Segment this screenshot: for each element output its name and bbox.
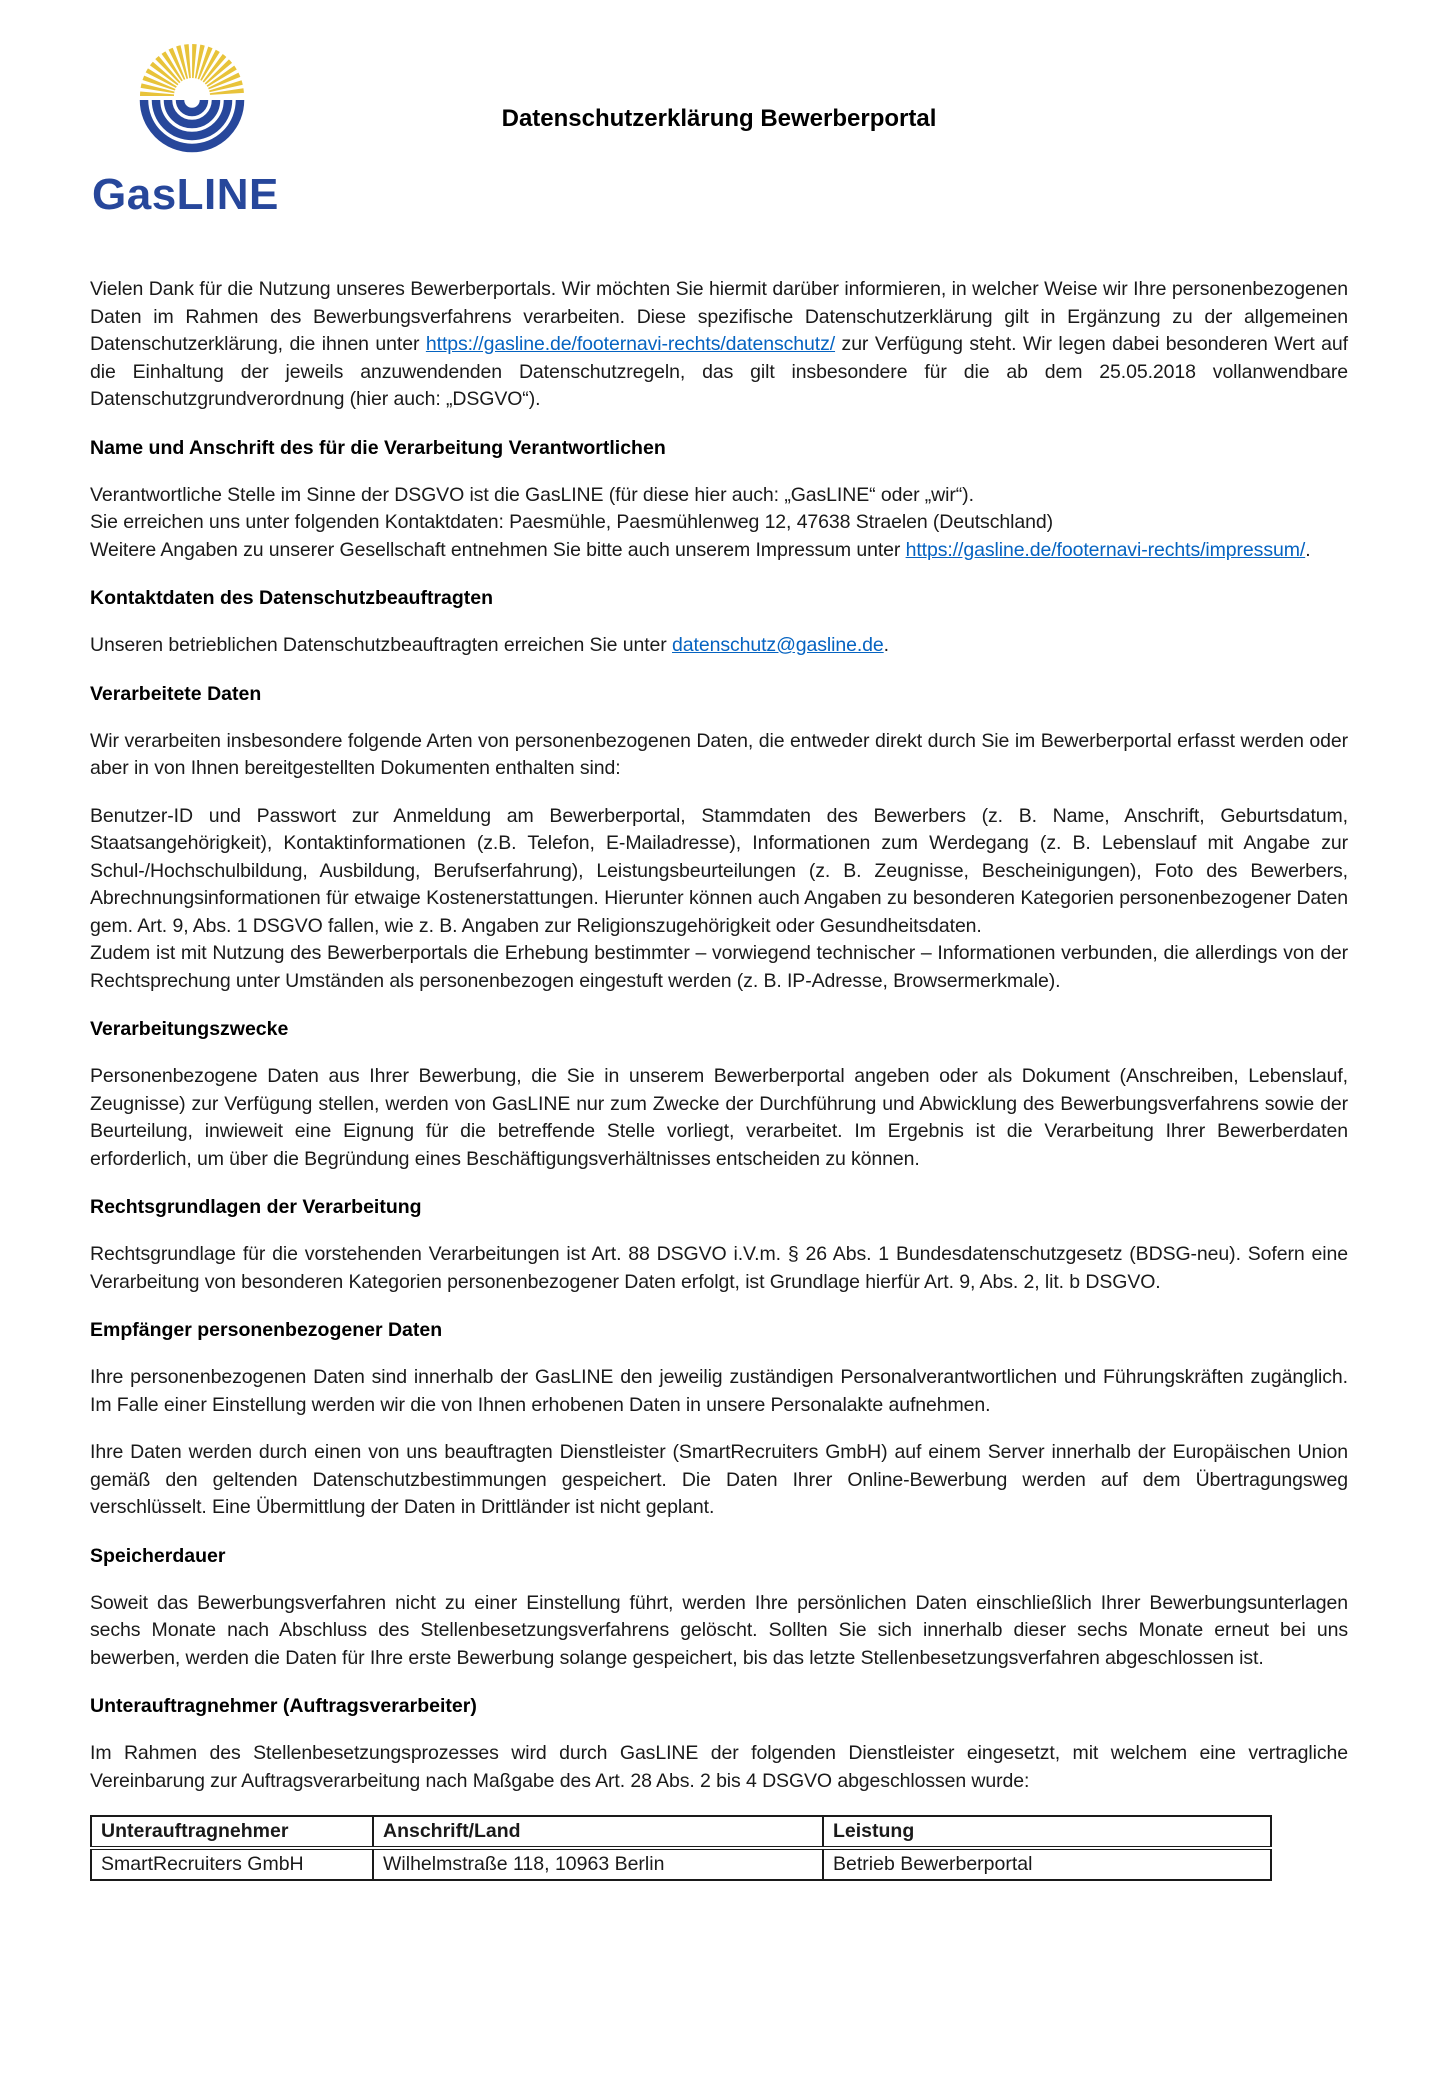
verarbeitete-daten-p1: Wir verarbeiten insbesondere folgende Arten von personenbezogenen Daten, die entweder direkt durch Sie im Bewerberportal erfasst werden oder aber in von Ihnen bereitgestellten Dokumenten enthalten sind: (90, 729, 1348, 779)
table-header-anschrift-land: Anschrift/Land (373, 1816, 823, 1848)
section-heading-verantwortlicher: Name und Anschrift des für die Verarbeitung Verantwortlichen (90, 436, 666, 459)
verantwortlicher-line-1: Verantwortliche Stelle im Sinne der DSGVO ist die GasLINE (für diese hier auch: „GasLINE“ oder „wir“). (90, 483, 974, 506)
table-cell-leistung: Betrieb Bewerberportal (823, 1848, 1271, 1880)
section-heading-empfaenger: Empfänger personenbezogener Daten (90, 1319, 443, 1341)
table-header-leistung: Leistung (823, 1816, 1271, 1848)
intro-text-after: zur Verfügung steht. Wir legen dabei besonderen Wert auf die Einhaltung der jeweils anzuwendenden Datenschutzregeln, das gilt insbesondere für die ab dem 25.05.2018 vollanwendbare Datenschutzgrundverordnung (hier auch: „DSGVO“). (90, 333, 1348, 410)
section-heading-verarbeitete-daten: Verarbeitete Daten (90, 682, 262, 705)
empfaenger-p1: Ihre personenbezogenen Daten sind innerhalb der GasLINE den jeweilig zuständigen Personalverantwortlichen und Führungskräften zugänglich. Im Falle einer Einstellung werden wir die von Ihnen erhobenen Daten in unsere Personalakte aufnehmen. (90, 1366, 1348, 1416)
datenschutz-email-link[interactable]: datenschutz@gasline.de (672, 634, 884, 656)
kontakt-dsb-text-after: . (883, 634, 889, 656)
table-cell-unterauftragnehmer: SmartRecruiters GmbH (91, 1848, 373, 1880)
verantwortlicher-line-2: Sie erreichen uns unter folgenden Kontaktdaten: Paesmühle, Paesmühlenweg 12, 47638 Straelen (Deutschland) (90, 511, 1053, 533)
empfaenger-p2: Ihre Daten werden durch einen von uns beauftragten Dienstleister (SmartRecruiters GmbH) auf einem Server innerhalb der Europäischen Union gemäß den geltenden Datenschutzbestimmungen gespeichert. Die Daten Ihrer Online-Bewerbung werden auf dem Übertragungsweg verschlüsselt. Eine Übermittlung der Daten in Drittländer ist nicht geplant. (90, 1441, 1348, 1518)
table-cell-anschrift-land: Wilhelmstraße 118, 10963 Berlin (373, 1848, 823, 1880)
section-heading-speicherdauer: Speicherdauer (90, 1544, 226, 1567)
table-row (91, 1848, 1271, 1880)
kontakt-dsb-text-before: Unseren betrieblichen Datenschutzbeauftragten erreichen Sie unter (90, 634, 673, 656)
intro-text-before: Vielen Dank für die Nutzung unseres Bewerberportals. Wir möchten Sie hiermit darüber informieren, in welcher Weise wir Ihre personenbezogenen Daten im Rahmen des Bewerbungsverfahrens verarbeiten. Diese spezifische Datenschutzerklärung gilt in Ergänzung zu der allgemeinen Datenschutzerklärung, die ihnen unter (90, 278, 1348, 355)
gasline-logo-text: GasLINE (92, 170, 279, 219)
datenschutz-url-link[interactable]: https://gasline.de/footernavi-rechts/datenschutz/ (425, 333, 836, 355)
section-heading-rechtsgrundlagen: Rechtsgrundlagen der Verarbeitung (90, 1196, 422, 1218)
verantwortlicher-line-3 (90, 537, 1348, 565)
verarbeitete-daten-p3: Zudem ist mit Nutzung des Bewerberportals die Erhebung bestimmter – vorwiegend technischer – Informationen verbunden, die allerdings von der Rechtsprechung unter Umständen als personenbezogen eingestuft werden (z. B. IP-Adresse, Browsermerkmale). (90, 942, 1348, 992)
verarbeitete-daten-p2: Benutzer-ID und Passwort zur Anmeldung am Bewerberportal, Stammdaten des Bewerbers (z. B. Name, Anschrift, Geburtsdatum, Staatsangehörigkeit), Kontaktinformationen (z.B. Telefon, E-Mailadresse), Informationen zum Werdegang (z. B. Lebenslauf mit Angabe zur Schul-/Hochschulbildung, Ausbildung, Berufserfahrung), Leistungsbeurteilungen (z. B. Zeugnisse, Bescheinigungen), Foto des Bewerbers, Abrechnungsinformationen für etwaige Kostenerstattungen. Hierunter können auch Angaben zu besonderen Kategorien personenbezogener Daten gem. Art. 9, Abs. 1 DSGVO fallen, wie z. B. Angaben zur Religionszugehörigkeit oder Gesundheitsdaten. (90, 804, 1348, 937)
intro-paragraph (90, 276, 1348, 414)
impressum-url-link[interactable]: https://gasline.de/footernavi-rechts/impressum/ (905, 538, 1306, 561)
rechtsgrundlagen-paragraph: Rechtsgrundlage für die vorstehenden Verarbeitungen ist Art. 88 DSGVO i.V.m. § 26 Abs. 1 Bundesdatenschutzgesetz (BDSG-neu). Sofern eine Verarbeitung von besonderen Kategorien personenbezogener Daten erfolgt, ist Grundlage hierfür Art. 9, Abs. 2, lit. b DSGVO. (90, 1243, 1348, 1293)
section-heading-kontakt-dsb: Kontaktdaten des Datenschutzbeauftragten (90, 587, 494, 609)
impressum-text-before: Weitere Angaben zu unserer Gesellschaft entnehmen Sie bitte auch unserem Impressum unter (90, 538, 906, 561)
unterauftragnehmer-paragraph: Im Rahmen des Stellenbesetzungsprozesses wird durch GasLINE der folgenden Dienstleister eingesetzt, mit welchem eine vertragliche Vereinbarung zur Auftragsverarbeitung nach Maßgabe des Art. 28 Abs. 2 bis 4 DSGVO abgeschlossen wurde: (90, 1742, 1348, 1792)
section-heading-zwecke: Verarbeitungszwecke (90, 1018, 289, 1040)
document-content (90, 0, 1348, 1881)
page-title: Datenschutzerklärung Bewerberportal (501, 105, 937, 132)
zwecke-paragraph: Personenbezogene Daten aus Ihrer Bewerbung, die Sie in unserem Bewerberportal angeben oder als Dokument (Anschreiben, Lebenslauf, Zeugnisse) zur Verfügung stellen, werden von GasLINE nur zum Zwecke der Durchführung und Abwicklung des Bewerbungsverfahrens sowie der Beurteilung, inwieweit eine Eignung für die betreffende Stelle vorliegt, verarbeitet. Im Ergebnis ist die Verarbeitung Ihrer Bewerberdaten erforderlich, um über die Begründung eines Beschäftigungsverhältnisses entscheiden zu können. (90, 1065, 1348, 1170)
section-heading-unterauftragnehmer: Unterauftragnehmer (Auftragsverarbeiter) (90, 1695, 477, 1717)
impressum-text-after: . (1305, 538, 1311, 561)
table-header-row (91, 1816, 1271, 1848)
unterauftragnehmer-table (90, 1815, 1272, 1881)
table-header-unterauftragnehmer: Unterauftragnehmer (91, 1816, 373, 1848)
speicherdauer-paragraph: Soweit das Bewerbungsverfahren nicht zu einer Einstellung führt, werden Ihre persönlichen Daten einschließlich Ihrer Bewerbungsunterlagen sechs Monate nach Abschluss des Stellenbesetzungsverfahrens gelöscht. Sollten Sie sich innerhalb dieser sechs Monate erneut bei uns bewerben, werden die Daten für Ihre erste Bewerbung solange gespeichert, bis das letzte Stellenbesetzungsverfahren abgeschlossen ist. (90, 1591, 1348, 1669)
kontakt-dsb-paragraph (90, 632, 1348, 660)
